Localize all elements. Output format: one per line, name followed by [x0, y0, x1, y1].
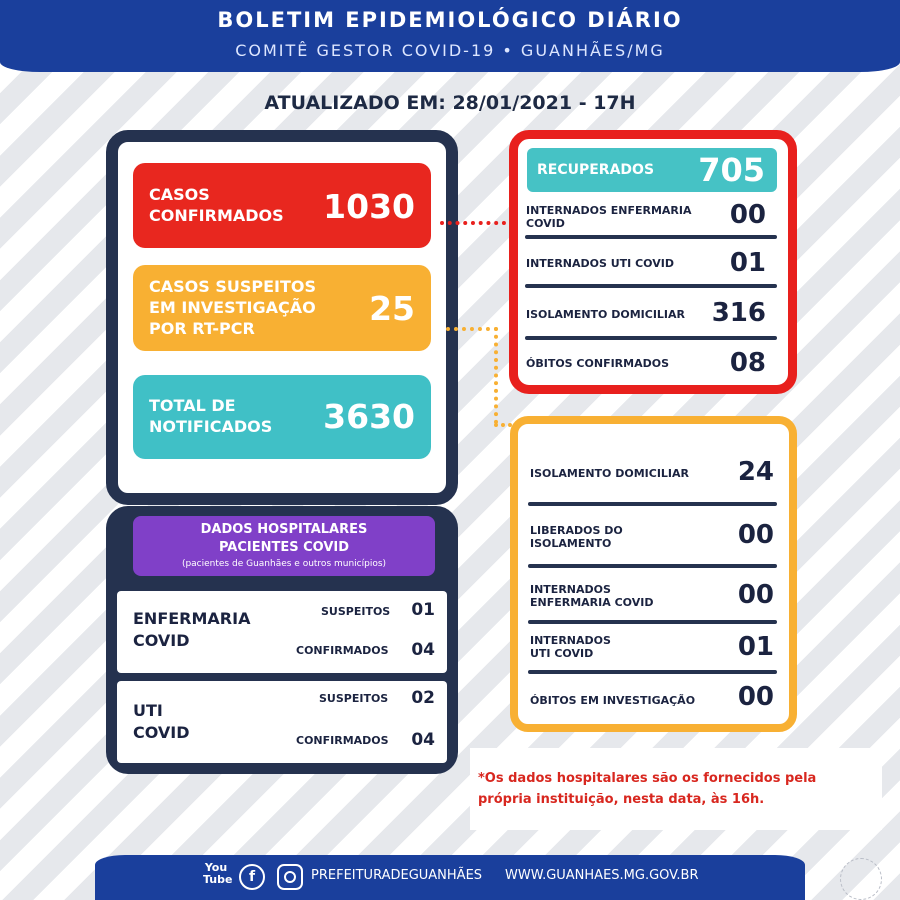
- uti-confirmed-value: 04: [411, 730, 435, 750]
- updated-timestamp: ATUALIZADO EM: 28/01/2021 - 17H: [264, 92, 636, 114]
- divider: [525, 235, 777, 239]
- enfermaria-suspect-value: 01: [411, 600, 435, 620]
- recovered-value: 705: [698, 151, 765, 189]
- enfermaria-suspect-label: SUSPEITOS: [321, 605, 391, 618]
- social-handle[interactable]: PREFEITURADEGUANHÃES: [311, 868, 483, 883]
- list-item-label: ISOLAMENTO DOMICILIAR: [530, 467, 690, 480]
- list-item-label: INTERNADOS UTI COVID: [530, 634, 611, 660]
- enfermaria-name: ENFERMARIA COVID: [133, 609, 251, 650]
- enfermaria-confirmed-value: 04: [411, 640, 435, 660]
- list-item: [530, 580, 774, 614]
- website-link[interactable]: WWW.GUANHAES.MG.GOV.BR: [505, 868, 699, 883]
- divider: [528, 670, 777, 674]
- list-item-value: 01: [729, 248, 766, 278]
- list-item-label: LIBERADOS DO ISOLAMENTO: [530, 524, 623, 550]
- hospital-title-line1: DADOS HOSPITALARES: [200, 522, 368, 537]
- confirmed-cases-value: 1030: [323, 187, 415, 226]
- divider: [525, 336, 777, 340]
- recovered-label: RECUPERADOS: [537, 162, 655, 178]
- bulletin-title: BOLETIM EPIDEMIOLÓGICO DIÁRIO: [217, 8, 683, 32]
- list-item: [530, 632, 774, 666]
- youtube-icon[interactable]: You Tube: [203, 861, 233, 886]
- hospital-note: (pacientes de Guanhães e outros municípios): [181, 559, 387, 569]
- list-item: [530, 682, 774, 716]
- list-item-label: INTERNADOS ENFERMARIA COVID: [526, 204, 692, 230]
- footer-bar: [95, 855, 805, 900]
- hospital-data-footnote: *Os dados hospitalares são os fornecidos pela própria instituição, nesta data, às 16h.: [470, 748, 882, 830]
- confirmed-cases-box: [133, 163, 431, 248]
- list-item-value: 00: [729, 200, 766, 230]
- uti-name: UTI COVID: [133, 701, 190, 742]
- connector-suspect: [446, 327, 498, 424]
- list-item-value: 01: [737, 632, 774, 662]
- list-item: [530, 457, 774, 491]
- list-item-label: INTERNADOS UTI COVID: [526, 257, 674, 270]
- suspect-cases-label: CASOS SUSPEITOS EM INVESTIGAÇÃO POR RT-PCR: [149, 277, 317, 338]
- list-item: [526, 348, 766, 382]
- list-item: [526, 298, 766, 332]
- total-notified-box: [133, 375, 431, 459]
- list-item-label: INTERNADOS ENFERMARIA COVID: [530, 583, 654, 609]
- divider: [528, 502, 777, 506]
- instagram-icon[interactable]: [277, 864, 303, 890]
- uti-suspect-label: SUSPEITOS: [319, 692, 389, 705]
- total-notified-label: TOTAL DE NOTIFICADOS: [149, 396, 273, 436]
- suspect-cases-box: [133, 265, 431, 351]
- list-item: [526, 200, 766, 234]
- hospital-data-header: [133, 516, 435, 576]
- confirmed-cases-label: CASOS CONFIRMADOS: [149, 185, 284, 225]
- recovered-box: [527, 148, 777, 192]
- connector-suspect-end: [494, 423, 512, 427]
- suspect-cases-value: 25: [369, 289, 415, 328]
- uti-confirmed-label: CONFIRMADOS: [296, 734, 389, 747]
- connector-confirmed: [440, 221, 506, 225]
- divider: [528, 564, 777, 568]
- list-item: [526, 248, 766, 282]
- uti-row: [117, 681, 447, 763]
- bulletin-subtitle: COMITÊ GESTOR COVID-19 • GUANHÃES/MG: [235, 41, 665, 60]
- list-item-value: 316: [711, 298, 766, 328]
- list-item: [530, 520, 774, 554]
- list-item-label: ÓBITOS EM INVESTIGAÇÃO: [530, 694, 696, 707]
- enfermaria-confirmed-label: CONFIRMADOS: [296, 644, 389, 657]
- list-item-label: ÓBITOS CONFIRMADOS: [526, 357, 670, 370]
- divider: [525, 284, 777, 288]
- list-item-value: 00: [737, 580, 774, 610]
- divider: [528, 620, 777, 624]
- list-item-value: 24: [737, 457, 774, 487]
- municipal-seal-icon: [840, 858, 882, 900]
- hospital-title-line2: PACIENTES COVID: [218, 540, 350, 555]
- list-item-value: 00: [737, 520, 774, 550]
- enfermaria-row: [117, 591, 447, 673]
- total-notified-value: 3630: [323, 397, 415, 436]
- list-item-value: 00: [737, 682, 774, 712]
- facebook-icon[interactable]: f: [239, 864, 265, 890]
- list-item-label: ISOLAMENTO DOMICILIAR: [526, 308, 686, 321]
- list-item-value: 08: [729, 348, 766, 378]
- uti-suspect-value: 02: [411, 688, 435, 708]
